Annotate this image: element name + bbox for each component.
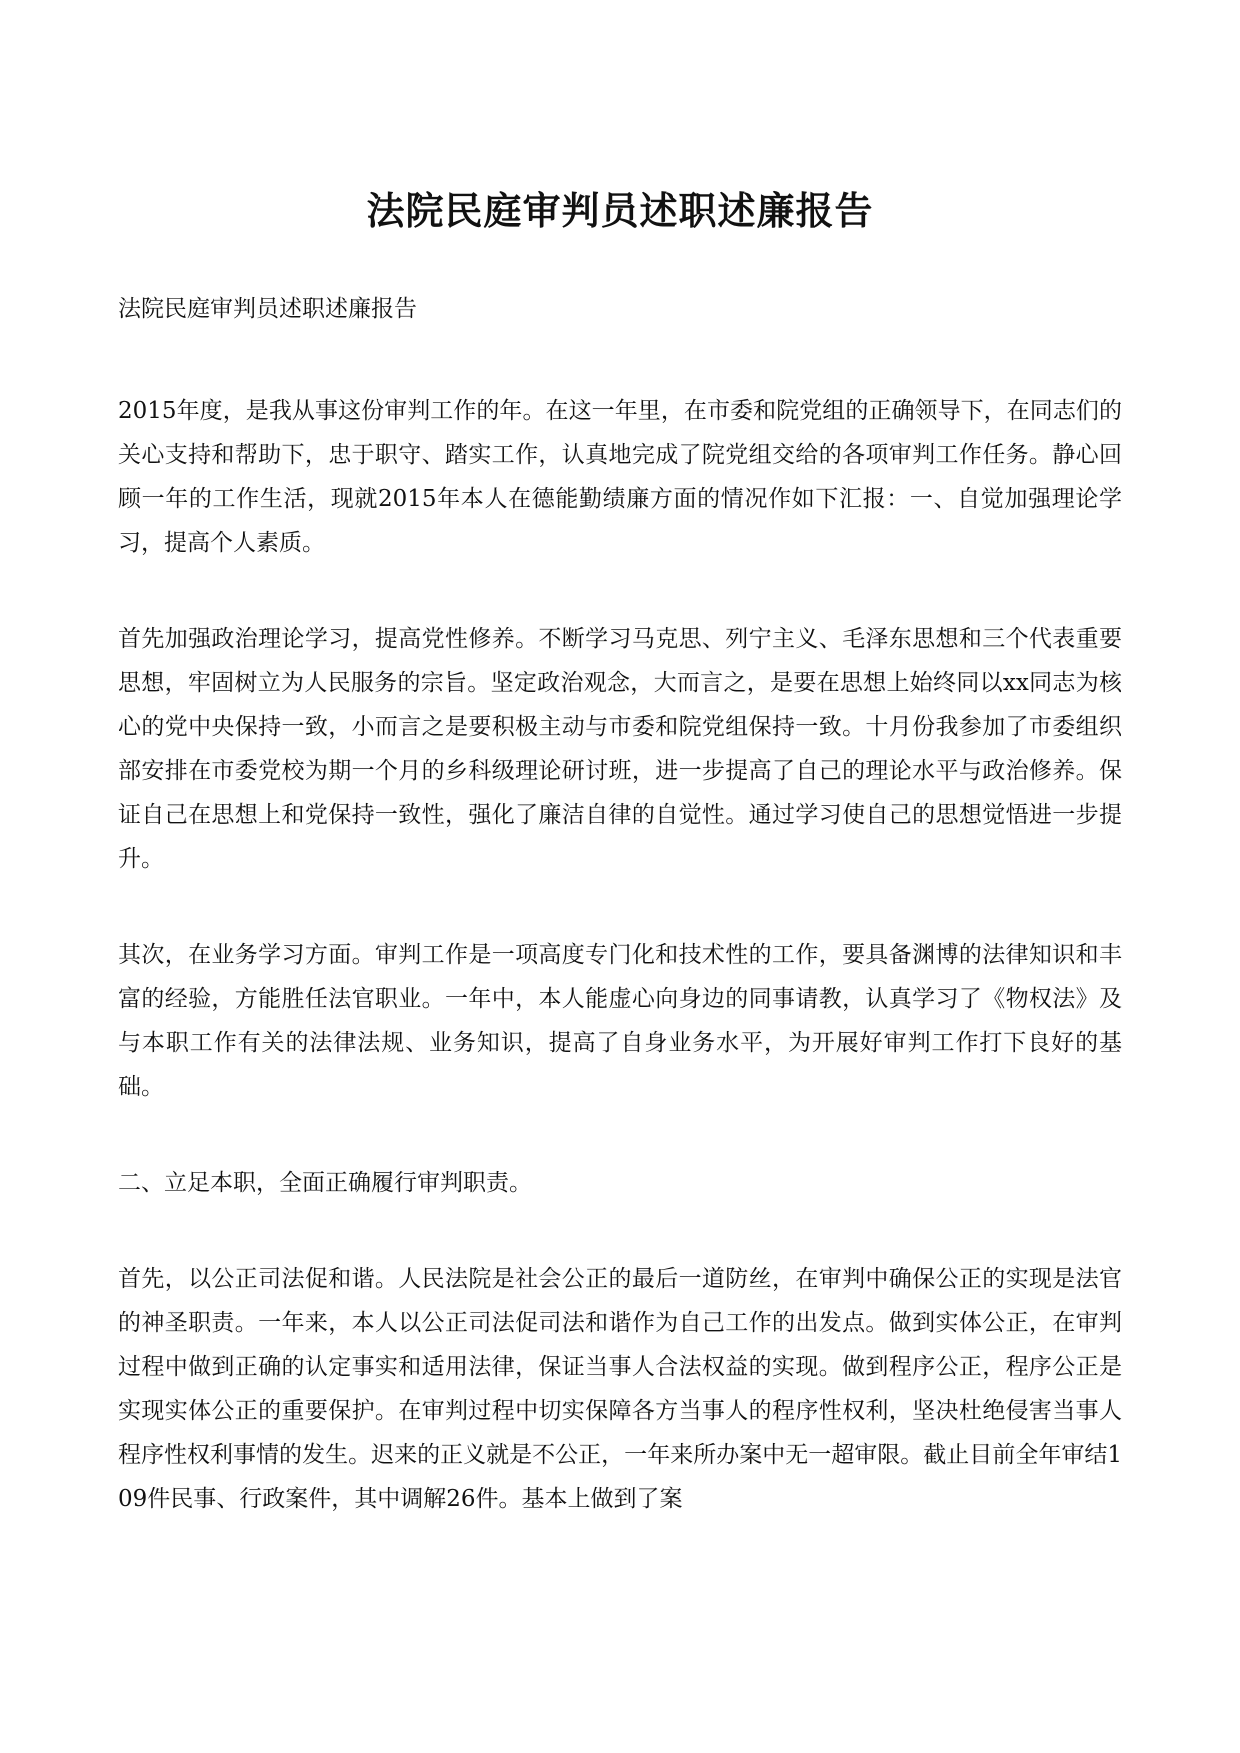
- document-body: [118, 287, 1122, 1573]
- document-subtitle: 法院民庭审判员述职述廉报告: [118, 296, 417, 322]
- document-title: 法院民庭审判员述职述廉报告: [366, 188, 874, 234]
- paragraph-political-study: 首先加强政治理论学习，提高党性修养。不断学习马克思、列宁主义、毛泽东思想和三个代表重要思想，牢固树立为人民服务的宗旨。坚定政治观念，大而言之，是要在思想上始终同以xx同志为核心的党中央保持一致，小而言之是要积极主动与市委和院党组保持一致。十月份我参加了市委组织部安排在市委党校为期一个月的乡科级理论研讨班，进一步提高了自己的理论水平与政治修养。保证自己在思想上和党保持一致性，强化了廉洁自律的自觉性。通过学习使自己的思想觉悟进一步提升。: [118, 626, 1122, 872]
- paragraph-intro: 2015年度，是我从事这份审判工作的年。在这一年里，在市委和院党组的正确领导下，在同志们的关心支持和帮助下，忠于职守、踏实工作，认真地完成了院党组交给的各项审判工作任务。静心回顾一年的工作生活，现就2015年本人在德能勤绩廉方面的情况作如下汇报：一、自觉加强理论学习，提高个人素质。: [118, 398, 1122, 556]
- paragraph-fair-justice: 首先，以公正司法促和谐。人民法院是社会公正的最后一道防丝，在审判中确保公正的实现是法官的神圣职责。一年来，本人以公正司法促司法和谐作为自己工作的出发点。做到实体公正，在审判过程中做到正确的认定事实和适用法律，保证当事人合法权益的实现。做到程序公正，程序公正是实现实体公正的重要保护。在审判过程中切实保障各方当事人的程序性权利，坚决杜绝侵害当事人程序性权利事情的发生。迟来的正义就是不公正，一年来所办案中无一超审限。截止目前全年审结109件民事、行政案件，其中调解26件。基本上做到了案: [118, 1266, 1122, 1512]
- paragraph-business-study: 其次，在业务学习方面。审判工作是一项高度专门化和技术性的工作，要具备渊博的法律知识和丰富的经验，方能胜任法官职业。一年中，本人能虚心向身边的同事请教，认真学习了《物权法》及与本职工作有关的法律法规、业务知识，提高了自身业务水平，为开展好审判工作打下良好的基础。: [118, 942, 1122, 1100]
- section-heading-duties: 二、立足本职，全面正确履行审判职责。: [118, 1170, 532, 1196]
